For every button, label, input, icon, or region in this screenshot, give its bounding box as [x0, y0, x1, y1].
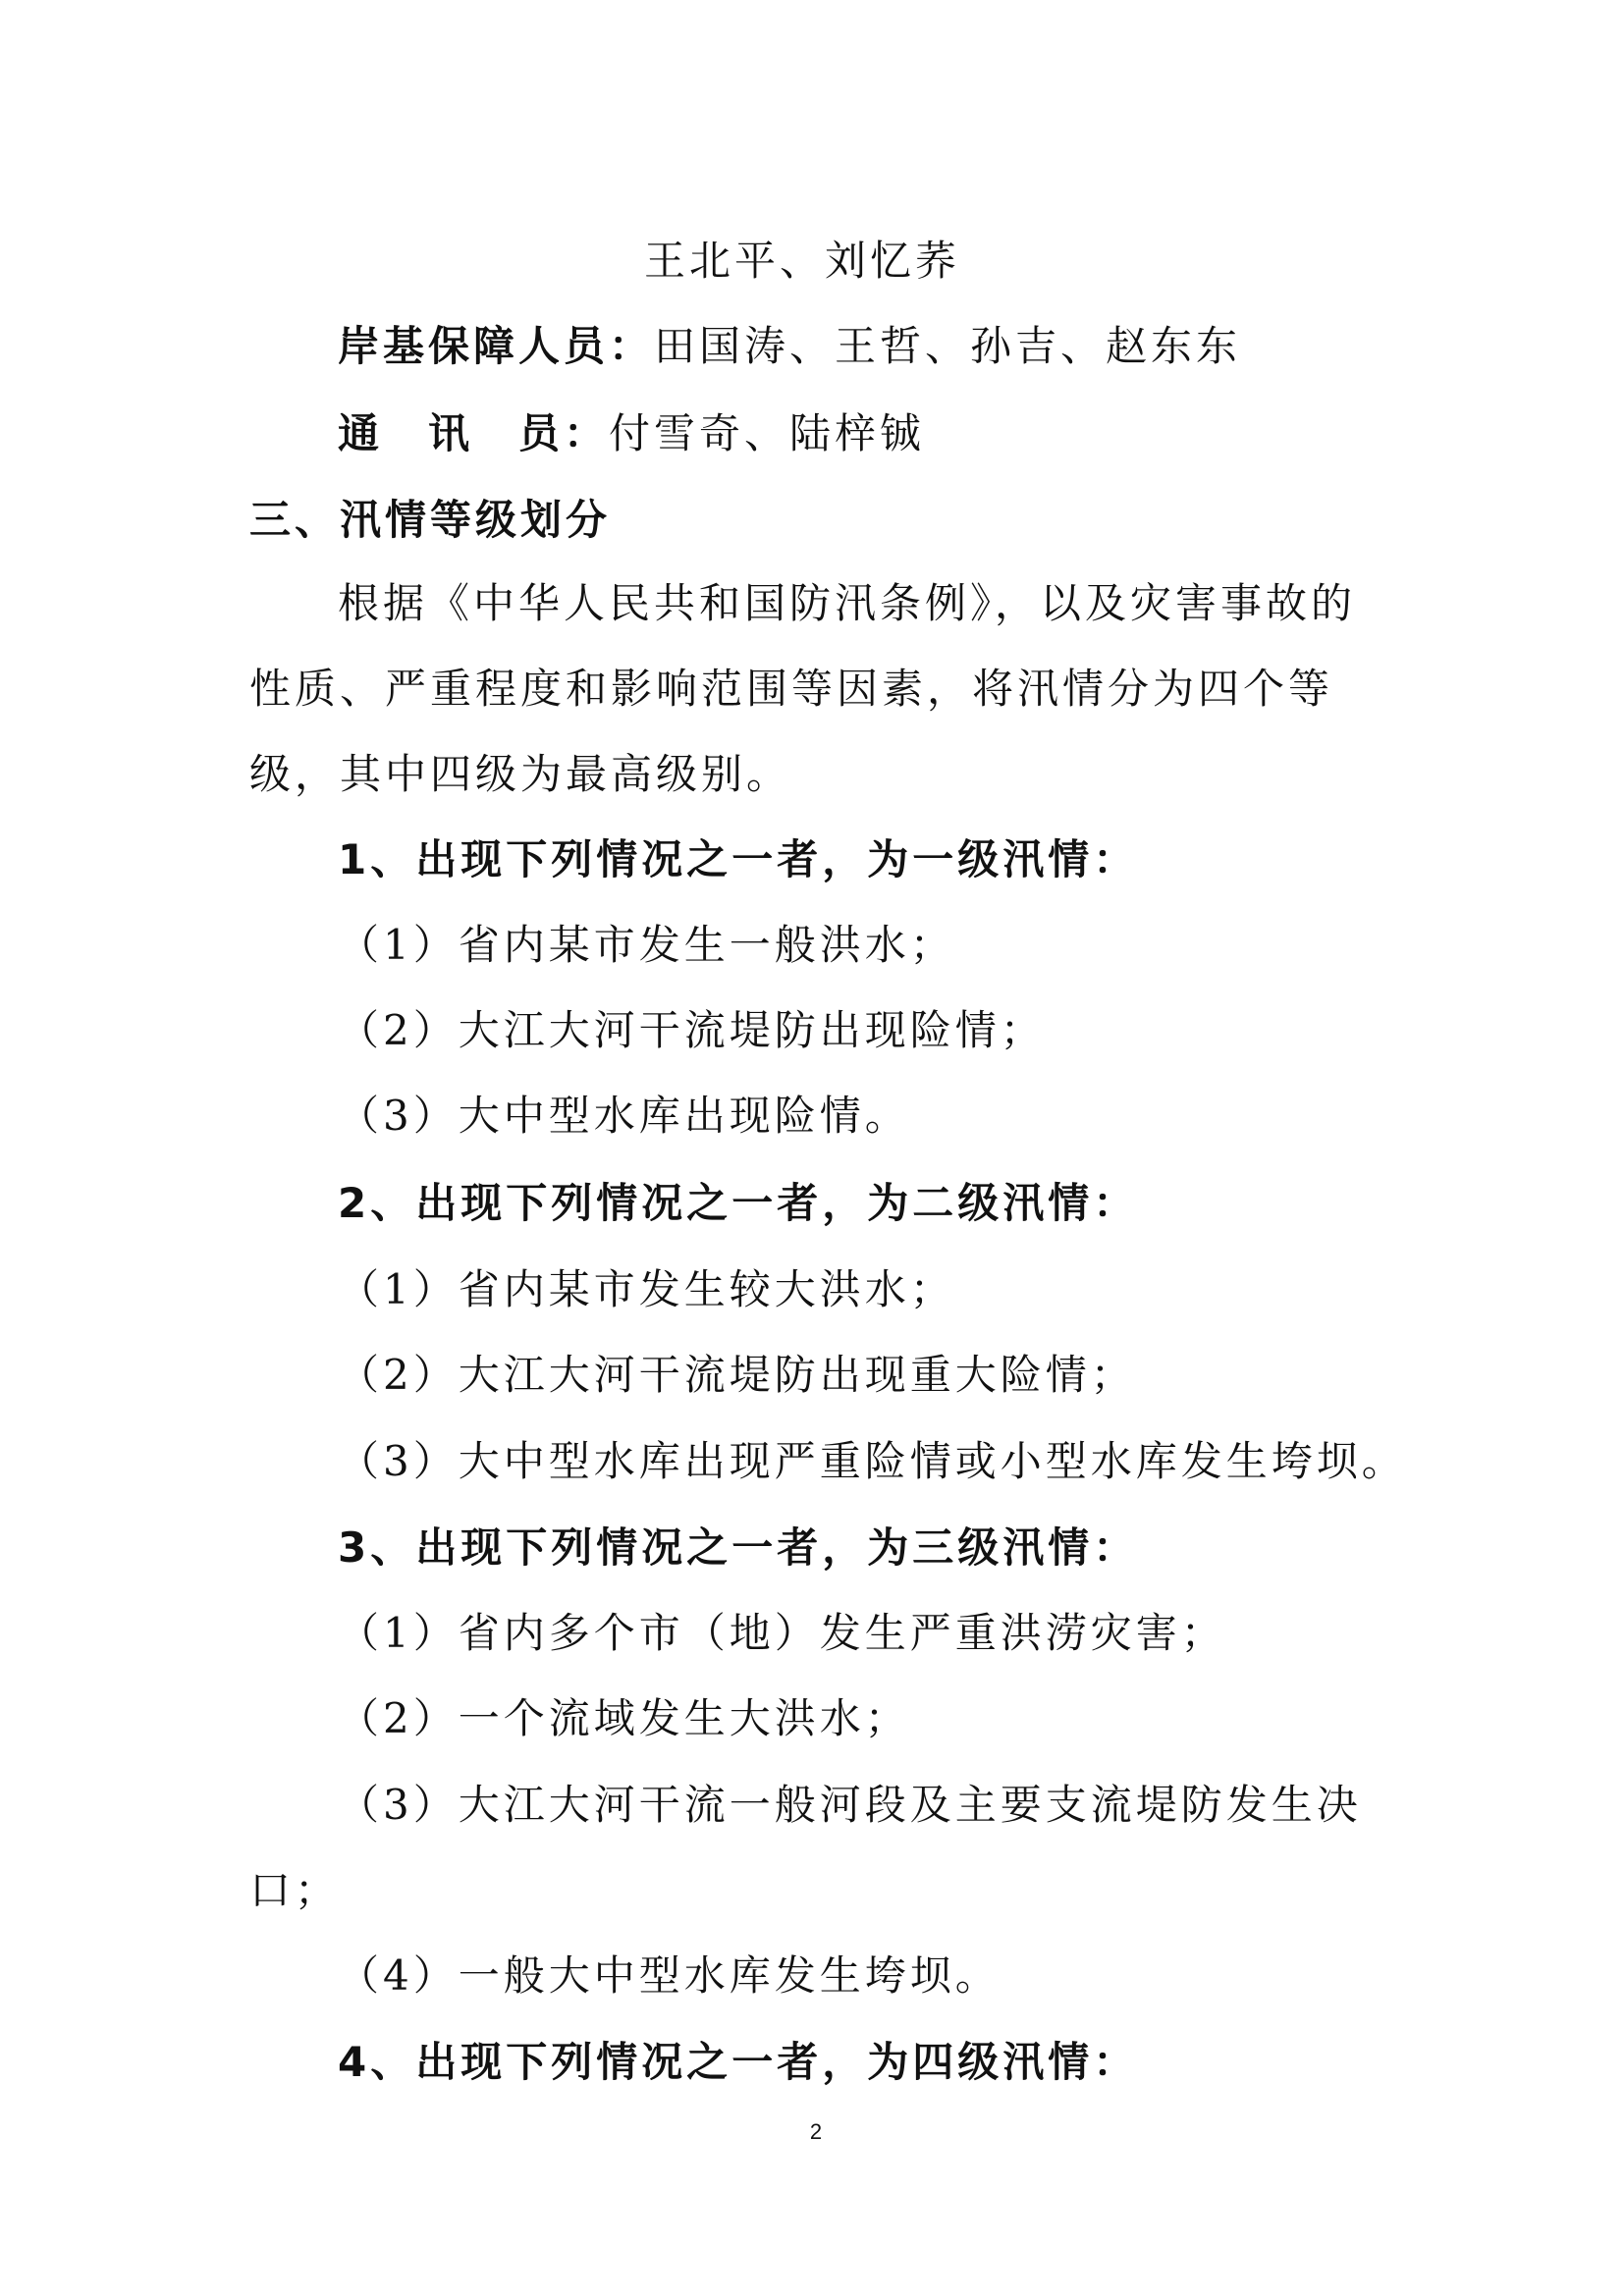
level-1-heading: 1、出现下列情况之一者，为一级汛情：: [338, 835, 1139, 883]
level-4-heading: 4、出现下列情况之一者，为四级汛情：: [338, 2038, 1139, 2086]
section-3-intro-line-1: 根据《中华人民共和国防汛条例》，以及灾害事故的: [338, 579, 1357, 627]
level-2-item-2: （2）大江大河干流堤防出现重大险情；: [338, 1351, 1136, 1399]
communicator-names: 付雪奇、陆梓铖: [609, 409, 926, 457]
level-3-item-2: （2）一个流域发生大洪水；: [338, 1694, 910, 1742]
shore-support-names: 田国涛、王哲、孙吉、赵东东: [654, 322, 1242, 370]
shore-support-line: [338, 317, 1241, 376]
level-1-item-3: （3）大中型水库出现险情。: [338, 1092, 910, 1140]
level-2-item-3: （3）大中型水库出现严重险情或小型水库发生垮坝。: [338, 1437, 1407, 1485]
level-3-heading: 3、出现下列情况之一者，为三级汛情：: [338, 1523, 1139, 1572]
section-3-intro-line-2: 性质、严重程度和影响范围等因素，将汛情分为四个等: [249, 665, 1334, 713]
level-2-item-1: （1）省内某市发生较大洪水；: [338, 1265, 955, 1313]
level-1-item-1: （1）省内某市发生一般洪水；: [338, 921, 955, 969]
level-2-heading: 2、出现下列情况之一者，为二级汛情：: [338, 1179, 1139, 1227]
shore-support-label: 岸基保障人员：: [338, 322, 655, 370]
communicator-line: [338, 404, 925, 463]
communicator-label: 通 讯 员：: [338, 409, 610, 457]
section-3-intro-line-3: 级，其中四级为最高级别。: [249, 750, 792, 798]
level-3-item-3-continued: 口；: [249, 1866, 341, 1914]
page-number: 2: [809, 2119, 823, 2144]
section-3-title: 三、汛情等级划分: [249, 496, 612, 544]
level-3-item-1: （1）省内多个市（地）发生严重洪涝灾害；: [338, 1609, 1226, 1657]
level-3-item-4: （4）一般大中型水库发生垮坝。: [338, 1951, 1001, 2000]
level-1-item-2: （2）大江大河干流堤防出现险情；: [338, 1006, 1046, 1054]
level-3-item-3: （3）大江大河干流一般河段及主要支流堤防发生决: [338, 1781, 1362, 1829]
header-names-continued: 王北平、刘忆荞: [644, 237, 961, 285]
